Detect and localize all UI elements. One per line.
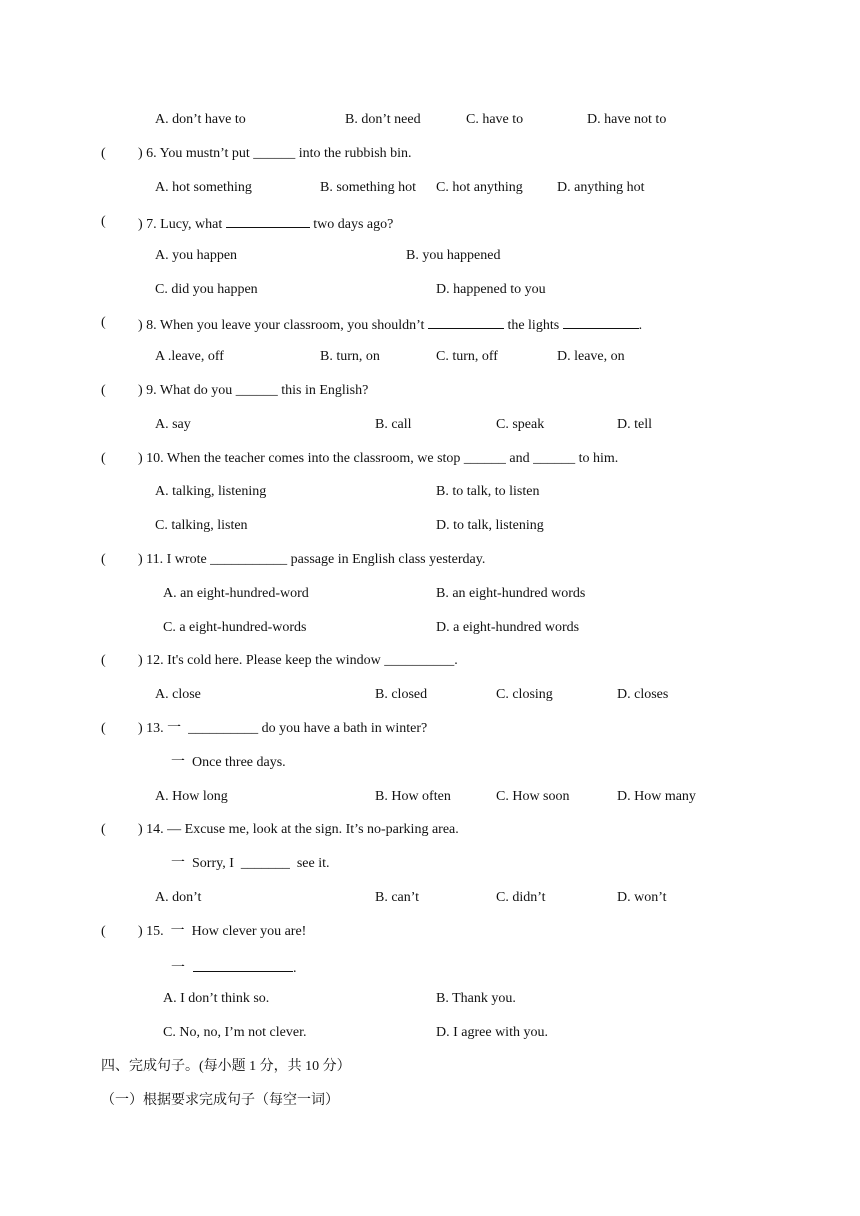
q8-stem-middle: the lights [503, 318, 563, 333]
q7-stem-start: ) 7. Lucy, what [138, 217, 226, 232]
q14-stem: ) 14. — Excuse me, look at the sign. It’s no-parking area. [138, 822, 459, 837]
q9-option-d: D. tell [617, 417, 652, 432]
q14-option-c: C. didn’t [496, 890, 546, 905]
q6-option-a: A. hot something [155, 180, 252, 195]
q13-option-b: B. How often [375, 789, 451, 804]
section4-heading: 四、完成句子。(每小题 1 分，共 10 分） [101, 1059, 351, 1074]
q12-option-a: A. close [155, 687, 201, 702]
q13-reply: 一 Once three days. [171, 755, 286, 770]
q9-option-b: B. call [375, 417, 412, 432]
q8-blank-1 [428, 314, 504, 329]
q7-option-d: D. happened to you [436, 282, 546, 297]
q7-stem [138, 213, 393, 234]
q5-option-a: A. don’t have to [155, 112, 246, 127]
q6-option-c: C. hot anything [436, 180, 523, 195]
q14-answer-paren: ( [101, 822, 106, 837]
q10-answer-paren: ( [101, 451, 106, 466]
q13-option-d: D. How many [617, 789, 696, 804]
q6-option-b: B. something hot [320, 180, 417, 195]
q12-option-c: C. closing [496, 687, 553, 702]
q13-option-c: C. How soon [496, 789, 570, 804]
q13-option-a: A. How long [155, 789, 228, 804]
q15-reply-dash: 一 [171, 961, 185, 976]
q6-answer-paren: ( [101, 146, 106, 161]
q5-option-b: B. don’t need [345, 112, 421, 127]
q15-option-b: B. Thank you. [436, 991, 516, 1006]
q9-stem: ) 9. What do you ______ this in English? [138, 383, 369, 398]
q7-option-b: B. you happened [406, 248, 501, 263]
q7-answer-paren: ( [101, 214, 106, 229]
q15-stem: ) 15. 一 How clever you are! [138, 924, 307, 939]
q9-option-a: A. say [155, 417, 191, 432]
q8-stem-end: . [638, 318, 643, 333]
q15-option-d: D. I agree with you. [436, 1025, 548, 1040]
q11-answer-paren: ( [101, 552, 106, 567]
q14-option-b: B. can’t [375, 890, 420, 905]
q8-option-b: B. turn, on [320, 349, 380, 364]
q6-stem: ) 6. You mustn’t put ______ into the rubbish bin. [138, 146, 412, 161]
q15-answer-paren: ( [101, 924, 106, 939]
q15-option-c: C. No, no, I’m not clever. [163, 1025, 307, 1040]
q15-reply-blank [193, 957, 293, 972]
q10-option-a: A. talking, listening [155, 484, 267, 499]
q8-option-d: D. leave, on [557, 349, 625, 364]
q10-option-d: D. to talk, listening [436, 518, 544, 533]
q12-option-d: D. closes [617, 687, 669, 702]
section4-subheading: （一）根据要求完成句子（每空一词） [101, 1093, 339, 1108]
q7-option-a: A. you happen [155, 248, 238, 263]
q8-answer-paren: ( [101, 315, 106, 330]
q14-option-a: A. don’t [155, 890, 202, 905]
q11-stem: ) 11. I wrote ___________ passage in English class yesterday. [138, 552, 486, 567]
q6-option-d: D. anything hot [557, 180, 645, 195]
q8-stem-start: ) 8. When you leave your classroom, you shouldn’t [138, 318, 428, 333]
q14-option-d: D. won’t [617, 890, 667, 905]
q5-option-d: D. have not to [587, 112, 667, 127]
q9-answer-paren: ( [101, 383, 106, 398]
q7-stem-end: two days ago? [309, 217, 394, 232]
q12-answer-paren: ( [101, 653, 106, 668]
q5-option-c: C. have to [466, 112, 524, 127]
q11-option-d: D. a eight-hundred words [436, 620, 580, 635]
q8-blank-2 [563, 314, 639, 329]
q15-reply [171, 957, 297, 978]
q11-option-a: A. an eight-hundred-word [163, 586, 309, 601]
q7-option-c: C. did you happen [155, 282, 258, 297]
q7-blank [226, 213, 310, 228]
q8-stem [138, 314, 642, 335]
q15-option-a: A. I don’t think so. [163, 991, 270, 1006]
q12-option-b: B. closed [375, 687, 428, 702]
q12-stem: ) 12. It's cold here. Please keep the window __________. [138, 653, 458, 668]
q13-stem: ) 13. 一 __________ do you have a bath in winter? [138, 721, 428, 736]
q11-option-b: B. an eight-hundred words [436, 586, 586, 601]
q15-reply-end: . [293, 961, 297, 976]
q13-answer-paren: ( [101, 721, 106, 736]
q8-option-c: C. turn, off [436, 349, 498, 364]
q8-option-a: A .leave, off [155, 349, 224, 364]
q9-option-c: C. speak [496, 417, 545, 432]
q10-option-b: B. to talk, to listen [436, 484, 540, 499]
q14-reply: 一 Sorry, I _______ see it. [171, 856, 330, 871]
q11-option-c: C. a eight-hundred-words [163, 620, 307, 635]
q10-stem: ) 10. When the teacher comes into the classroom, we stop ______ and ______ to him. [138, 451, 619, 466]
q10-option-c: C. talking, listen [155, 518, 248, 533]
